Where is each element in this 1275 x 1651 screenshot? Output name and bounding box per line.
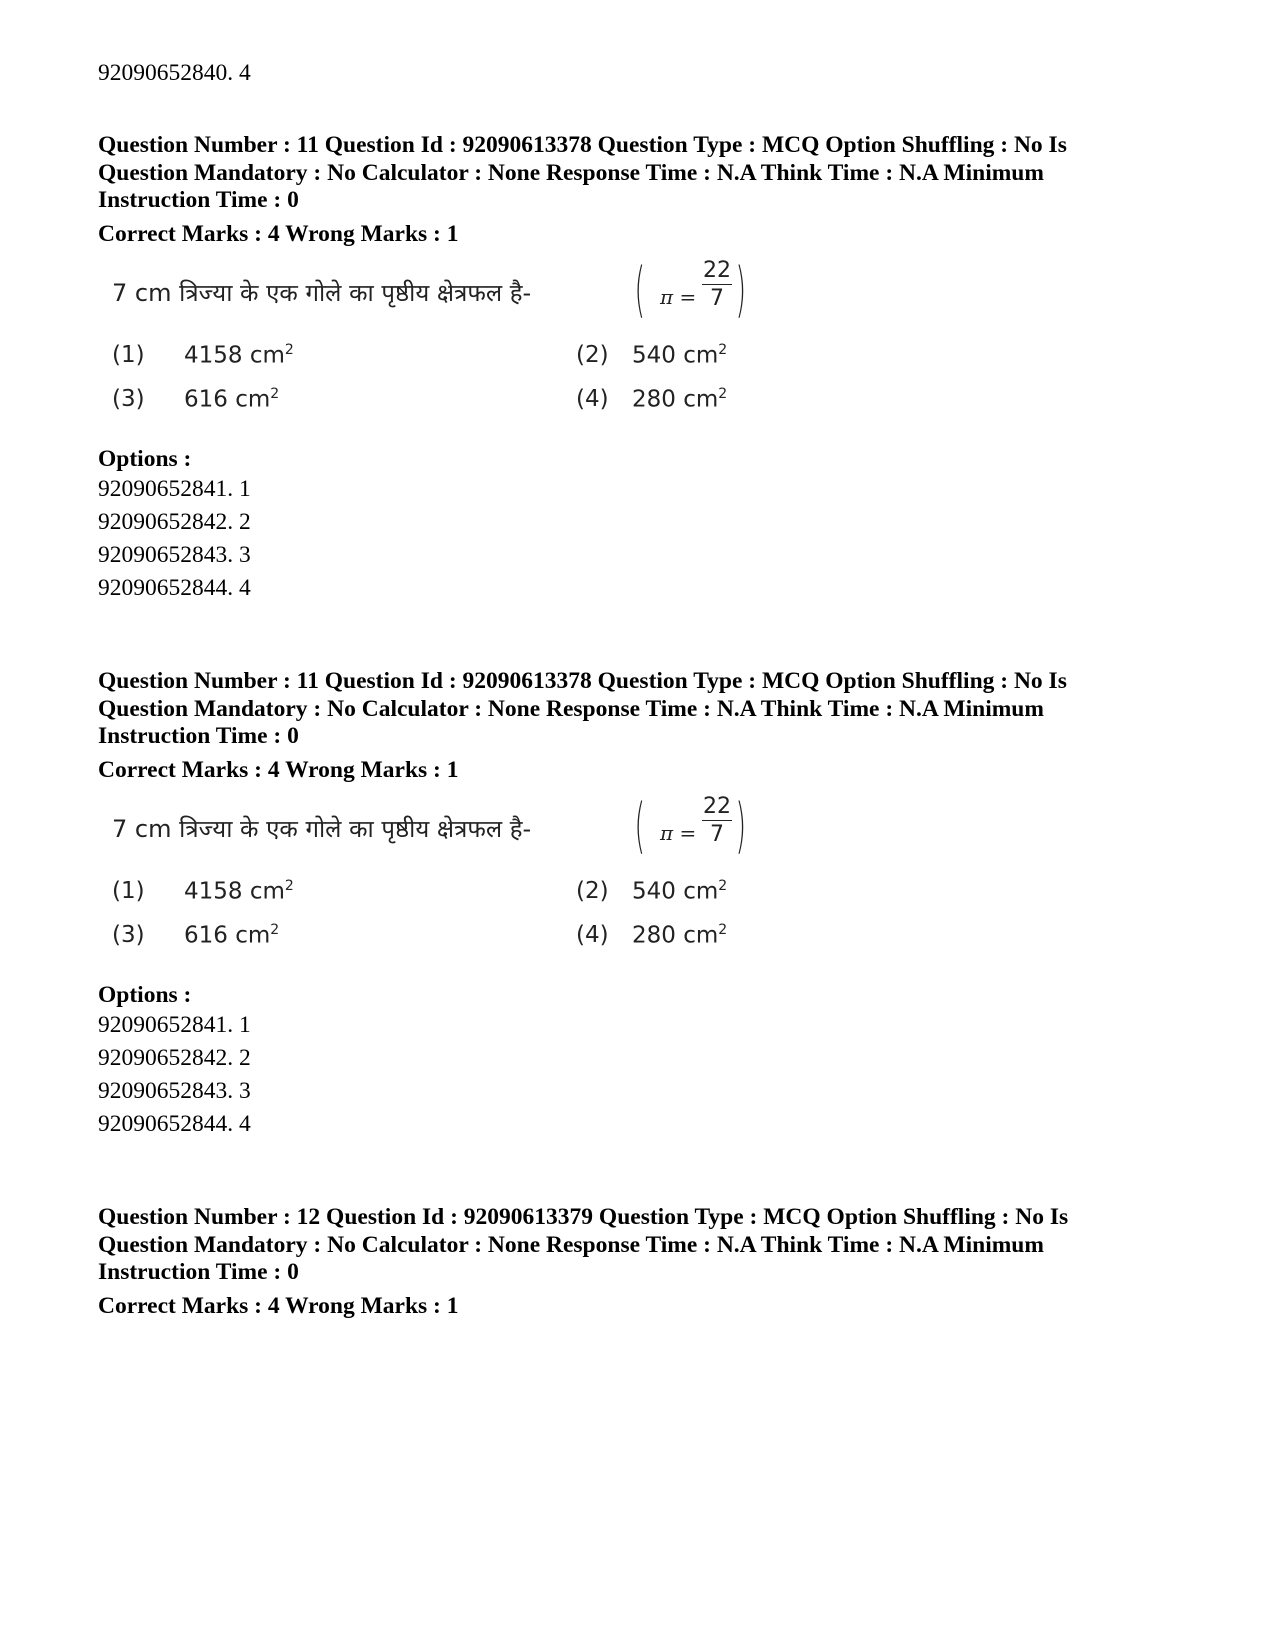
choice-number: (4) xyxy=(576,921,609,948)
choice-number: (3) xyxy=(112,385,145,412)
choice-number: (1) xyxy=(112,877,145,904)
question-header-line: Question Mandatory : No Calculator : None Response Time : N.A Think Time : N.A Minimum xyxy=(98,695,1044,722)
marks-line: Correct Marks : 4 Wrong Marks : 1 xyxy=(98,1292,459,1319)
question-text: 7 cm त्रिज्या के एक गोले का पृष्ठीय क्षेत्रफल है- xyxy=(112,814,532,843)
question-header-line: Question Mandatory : No Calculator : None Response Time : N.A Think Time : N.A Minimum xyxy=(98,159,1044,186)
choice-number: (2) xyxy=(576,877,609,904)
question-image xyxy=(98,254,1178,334)
choice-number: (1) xyxy=(112,341,145,368)
paren-open: ( xyxy=(634,254,645,325)
option-line: 92090652844. 4 xyxy=(98,1110,251,1137)
question-image xyxy=(98,790,1178,870)
fraction-numerator: 22 xyxy=(703,793,731,819)
option-line: 92090652843. 3 xyxy=(98,1077,251,1104)
question-block xyxy=(98,1204,1178,1320)
fraction-denominator: 7 xyxy=(710,821,724,847)
choice-value: 280 $cm^2$ xyxy=(632,921,728,949)
choice-value: 4158 $cm^2$ xyxy=(184,341,294,369)
marks-line: Correct Marks : 4 Wrong Marks : 1 xyxy=(98,756,459,783)
option-line: 92090652843. 3 xyxy=(98,541,251,568)
fraction-numerator: 22 xyxy=(703,257,731,283)
choice-value: 280 $cm^2$ xyxy=(632,385,728,413)
previous-option-line: 92090652840. 4 xyxy=(98,60,251,86)
question-header-line: Question Number : 11 Question Id : 92090613378 Question Type : MCQ Option Shuffling : No Is xyxy=(98,668,1067,694)
question-header-line: Question Number : 12 Question Id : 92090613379 Question Type : MCQ Option Shuffling : No Is xyxy=(98,1204,1069,1230)
choice-number: (2) xyxy=(576,341,609,368)
choice-number: (4) xyxy=(576,385,609,412)
choice-value: 540 $cm^2$ xyxy=(632,341,728,369)
option-line: 92090652842. 2 xyxy=(98,508,251,535)
option-line: 92090652841. 1 xyxy=(98,1011,251,1038)
question-text: 7 cm त्रिज्या के एक गोले का पृष्ठीय क्षेत्रफल है- xyxy=(112,278,532,307)
options-title: Options : xyxy=(98,445,192,472)
paren-open: ( xyxy=(634,790,645,861)
question-header-line: Question Number : 11 Question Id : 92090613378 Question Type : MCQ Option Shuffling : No Is xyxy=(98,132,1067,158)
pi-label: π = xyxy=(660,820,697,845)
answer-choices xyxy=(98,878,1178,970)
paren-close: ) xyxy=(735,254,746,325)
pi-fraction xyxy=(702,794,732,849)
choice-value: 616 $cm^2$ xyxy=(184,385,280,413)
pi-label: π = xyxy=(660,284,697,309)
choice-value: 4158 $cm^2$ xyxy=(184,877,294,905)
option-line: 92090652842. 2 xyxy=(98,1044,251,1071)
options-title: Options : xyxy=(98,981,192,1008)
pi-fraction xyxy=(702,258,732,313)
question-header-line: Question Mandatory : No Calculator : None Response Time : N.A Think Time : N.A Minimum xyxy=(98,1231,1044,1258)
fraction-denominator: 7 xyxy=(710,285,724,311)
choice-value: 616 $cm^2$ xyxy=(184,921,280,949)
question-block xyxy=(98,132,1178,605)
question-header-line: Instruction Time : 0 xyxy=(98,723,299,749)
answer-choices xyxy=(98,342,1178,434)
question-header-line: Instruction Time : 0 xyxy=(98,1259,299,1285)
marks-line: Correct Marks : 4 Wrong Marks : 1 xyxy=(98,220,459,247)
question-block xyxy=(98,668,1178,1141)
choice-value: 540 $cm^2$ xyxy=(632,877,728,905)
option-line: 92090652844. 4 xyxy=(98,574,251,601)
paren-close: ) xyxy=(735,790,746,861)
choice-number: (3) xyxy=(112,921,145,948)
question-header-line: Instruction Time : 0 xyxy=(98,187,299,213)
option-line: 92090652841. 1 xyxy=(98,475,251,502)
